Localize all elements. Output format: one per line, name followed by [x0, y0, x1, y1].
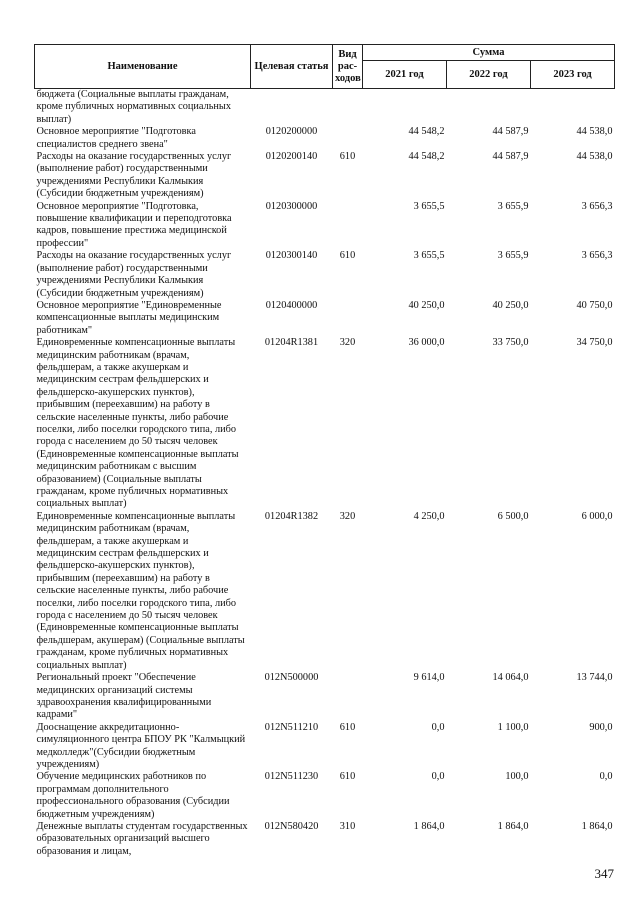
row-name: Дооснащение аккредитационно-симуляционного центра БПОУ РК "Калмыцкий медколледж"(Субсидии бюджетным учреждениям): [36, 721, 246, 770]
row-value-2023: 44 538,0: [576, 151, 613, 163]
row-value-2022: [447, 89, 531, 127]
row-value-2023: 13 744,0: [576, 672, 613, 684]
header-2022: 2022 год: [447, 61, 531, 89]
table-row: [35, 337, 615, 511]
table-row: [35, 89, 615, 127]
row-expense-type: [333, 201, 363, 251]
row-value-2023: 3 656,3: [581, 250, 613, 262]
table-row: [35, 250, 615, 300]
row-value-2023: [531, 89, 615, 127]
table-row: [35, 300, 615, 337]
row-value-2023: 40 750,0: [576, 299, 613, 311]
row-expense-type: 610: [339, 771, 356, 783]
row-value-2021: 1 864,0: [413, 820, 445, 832]
row-value-2023: 1 864,0: [581, 820, 613, 832]
row-value-2022: 44 587,9: [492, 151, 529, 163]
row-value-2023: 34 750,0: [576, 337, 613, 349]
row-value-2022: 40 250,0: [492, 299, 529, 311]
page-number: 347: [594, 866, 614, 881]
row-value-2022: 14 064,0: [492, 672, 529, 684]
row-value-2023: 900,0: [589, 721, 613, 733]
row-target-code: 0120300140: [265, 250, 318, 262]
row-name: Основное мероприятие "Подготовка, повышение квалификации и переподготовка кадров, повышение престижа медицинской профессии": [36, 200, 232, 249]
row-value-2022: 44 587,9: [492, 126, 529, 138]
row-name: Денежные выплаты студентам государственных образовательных организаций высшего образования и лицам,: [36, 820, 248, 857]
row-expense-type: 310: [339, 820, 356, 832]
row-value-2023: 44 538,0: [576, 126, 613, 138]
row-target-code: 01204R1381: [264, 337, 319, 349]
header-target: Целевая статья: [251, 45, 333, 89]
row-expense-type: [333, 672, 363, 722]
row-expense-type: 610: [339, 721, 356, 733]
table-row: [35, 672, 615, 722]
row-name: Основное мероприятие "Подготовка специалистов среднего звена": [36, 126, 196, 150]
row-value-2022: 3 655,9: [497, 250, 529, 262]
table-row: [35, 151, 615, 201]
row-value-2021: 40 250,0: [408, 299, 445, 311]
row-value-2022: 1 864,0: [497, 820, 529, 832]
row-name: Расходы на оказание государственных услуг (выполнение работ) государственными учреждениями Республики Калмыкия (Субсидии бюджетным учреждениям): [36, 250, 232, 299]
row-expense-type: 320: [339, 510, 356, 522]
table-header: [35, 45, 615, 89]
row-name: Единовременные компенсационные выплаты медицинским работникам (врачам, фельдшерам, а также акушеркам и медицинским сестрам фельдшерских и фельдшерско-акушерских пунктов), прибывшим (переехавшим) на работу в сельские населенные пункты, либо рабочие поселки, либо поселки городского типа, либо города с населением до 50 тысяч человек (Единовременные компенсационные выплаты фельдшерам, акушерам) (Социальные выплаты гражданам, кроме публичных нормативных социальных выплат): [36, 510, 245, 671]
row-expense-type: 610: [339, 250, 356, 262]
row-value-2022: 6 500,0: [497, 510, 529, 522]
row-target-code: 012N580420: [264, 820, 319, 832]
header-2023: 2023 год: [531, 61, 615, 89]
budget-table: [34, 44, 615, 858]
row-name: Региональный проект "Обеспечение медицинских организаций системы здравоохранения квалифицированными кадрами": [36, 672, 212, 721]
table-row: [35, 771, 615, 821]
row-expense-type: [333, 89, 363, 127]
row-target-code: 0120400000: [265, 299, 318, 311]
row-target-code: 0120200000: [265, 126, 318, 138]
row-name: бюджета (Социальные выплаты гражданам, кроме публичных нормативных социальных выплат): [36, 89, 231, 125]
row-expense-type: 320: [339, 337, 356, 349]
row-value-2022: 100,0: [505, 771, 529, 783]
table-row: [35, 126, 615, 151]
row-value-2022: 33 750,0: [492, 337, 529, 349]
row-name: Обучение медицинских работников по программам дополнительного профессионального образования (Субсидии бюджетным учреждениям): [36, 771, 230, 820]
row-target-code: 012N511210: [264, 721, 319, 733]
row-target-code: 01204R1382: [264, 510, 319, 522]
row-value-2021: [363, 89, 447, 127]
row-value-2022: 3 655,9: [497, 200, 529, 212]
header-name: Наименование: [35, 45, 251, 89]
row-value-2021: 44 548,2: [408, 126, 445, 138]
row-expense-type: [333, 300, 363, 337]
row-value-2023: 0,0: [599, 771, 613, 783]
row-value-2021: 36 000,0: [408, 337, 445, 349]
row-target-code: 0120200140: [265, 151, 318, 163]
row-target-code: [251, 89, 333, 127]
row-value-2023: 3 656,3: [581, 200, 613, 212]
row-target-code: 0120300000: [265, 200, 318, 212]
table-row: [35, 821, 615, 858]
row-name: Основное мероприятие "Единовременные компенсационные выплаты медицинским работникам": [36, 299, 222, 336]
row-value-2023: 6 000,0: [581, 510, 613, 522]
row-value-2021: 3 655,5: [413, 200, 445, 212]
row-value-2022: 1 100,0: [497, 721, 529, 733]
row-value-2021: 44 548,2: [408, 151, 445, 163]
row-value-2021: 3 655,5: [413, 250, 445, 262]
row-value-2021: 0,0: [431, 771, 445, 783]
row-target-code: 012N511230: [264, 771, 319, 783]
row-value-2021: 4 250,0: [413, 510, 445, 522]
table-row: [35, 511, 615, 672]
table-row: [35, 722, 615, 772]
row-expense-type: 610: [339, 151, 356, 163]
header-2021: 2021 год: [363, 61, 447, 89]
row-expense-type: [333, 126, 363, 151]
row-value-2021: 9 614,0: [413, 672, 445, 684]
header-sum: Сумма: [363, 45, 615, 61]
row-name: Единовременные компенсационные выплаты медицинским работникам (врачам, фельдшерам, а также акушеркам и медицинским сестрам фельдшерских и фельдшерско-акушерских пунктов), прибывшим (переехавшим) на работу в сельские населенные пункты, либо рабочие поселки, либо поселки городского типа, либо города с населением до 50 тысяч человек (Единовременные компенсационные выплаты медицинским работникам с высшим образованием) (Социальные выплаты гражданам, кроме публичных нормативных социальных выплат): [36, 337, 239, 510]
row-name: Расходы на оказание государственных услуг (выполнение работ) государственными учреждениями Республики Калмыкия (Субсидии бюджетным учреждениям): [36, 151, 232, 200]
table-row: [35, 201, 615, 251]
row-value-2021: 0,0: [431, 721, 445, 733]
row-target-code: 012N500000: [264, 672, 319, 684]
header-vid: Вид рас-ходов: [333, 45, 363, 89]
table-body: [35, 89, 615, 859]
